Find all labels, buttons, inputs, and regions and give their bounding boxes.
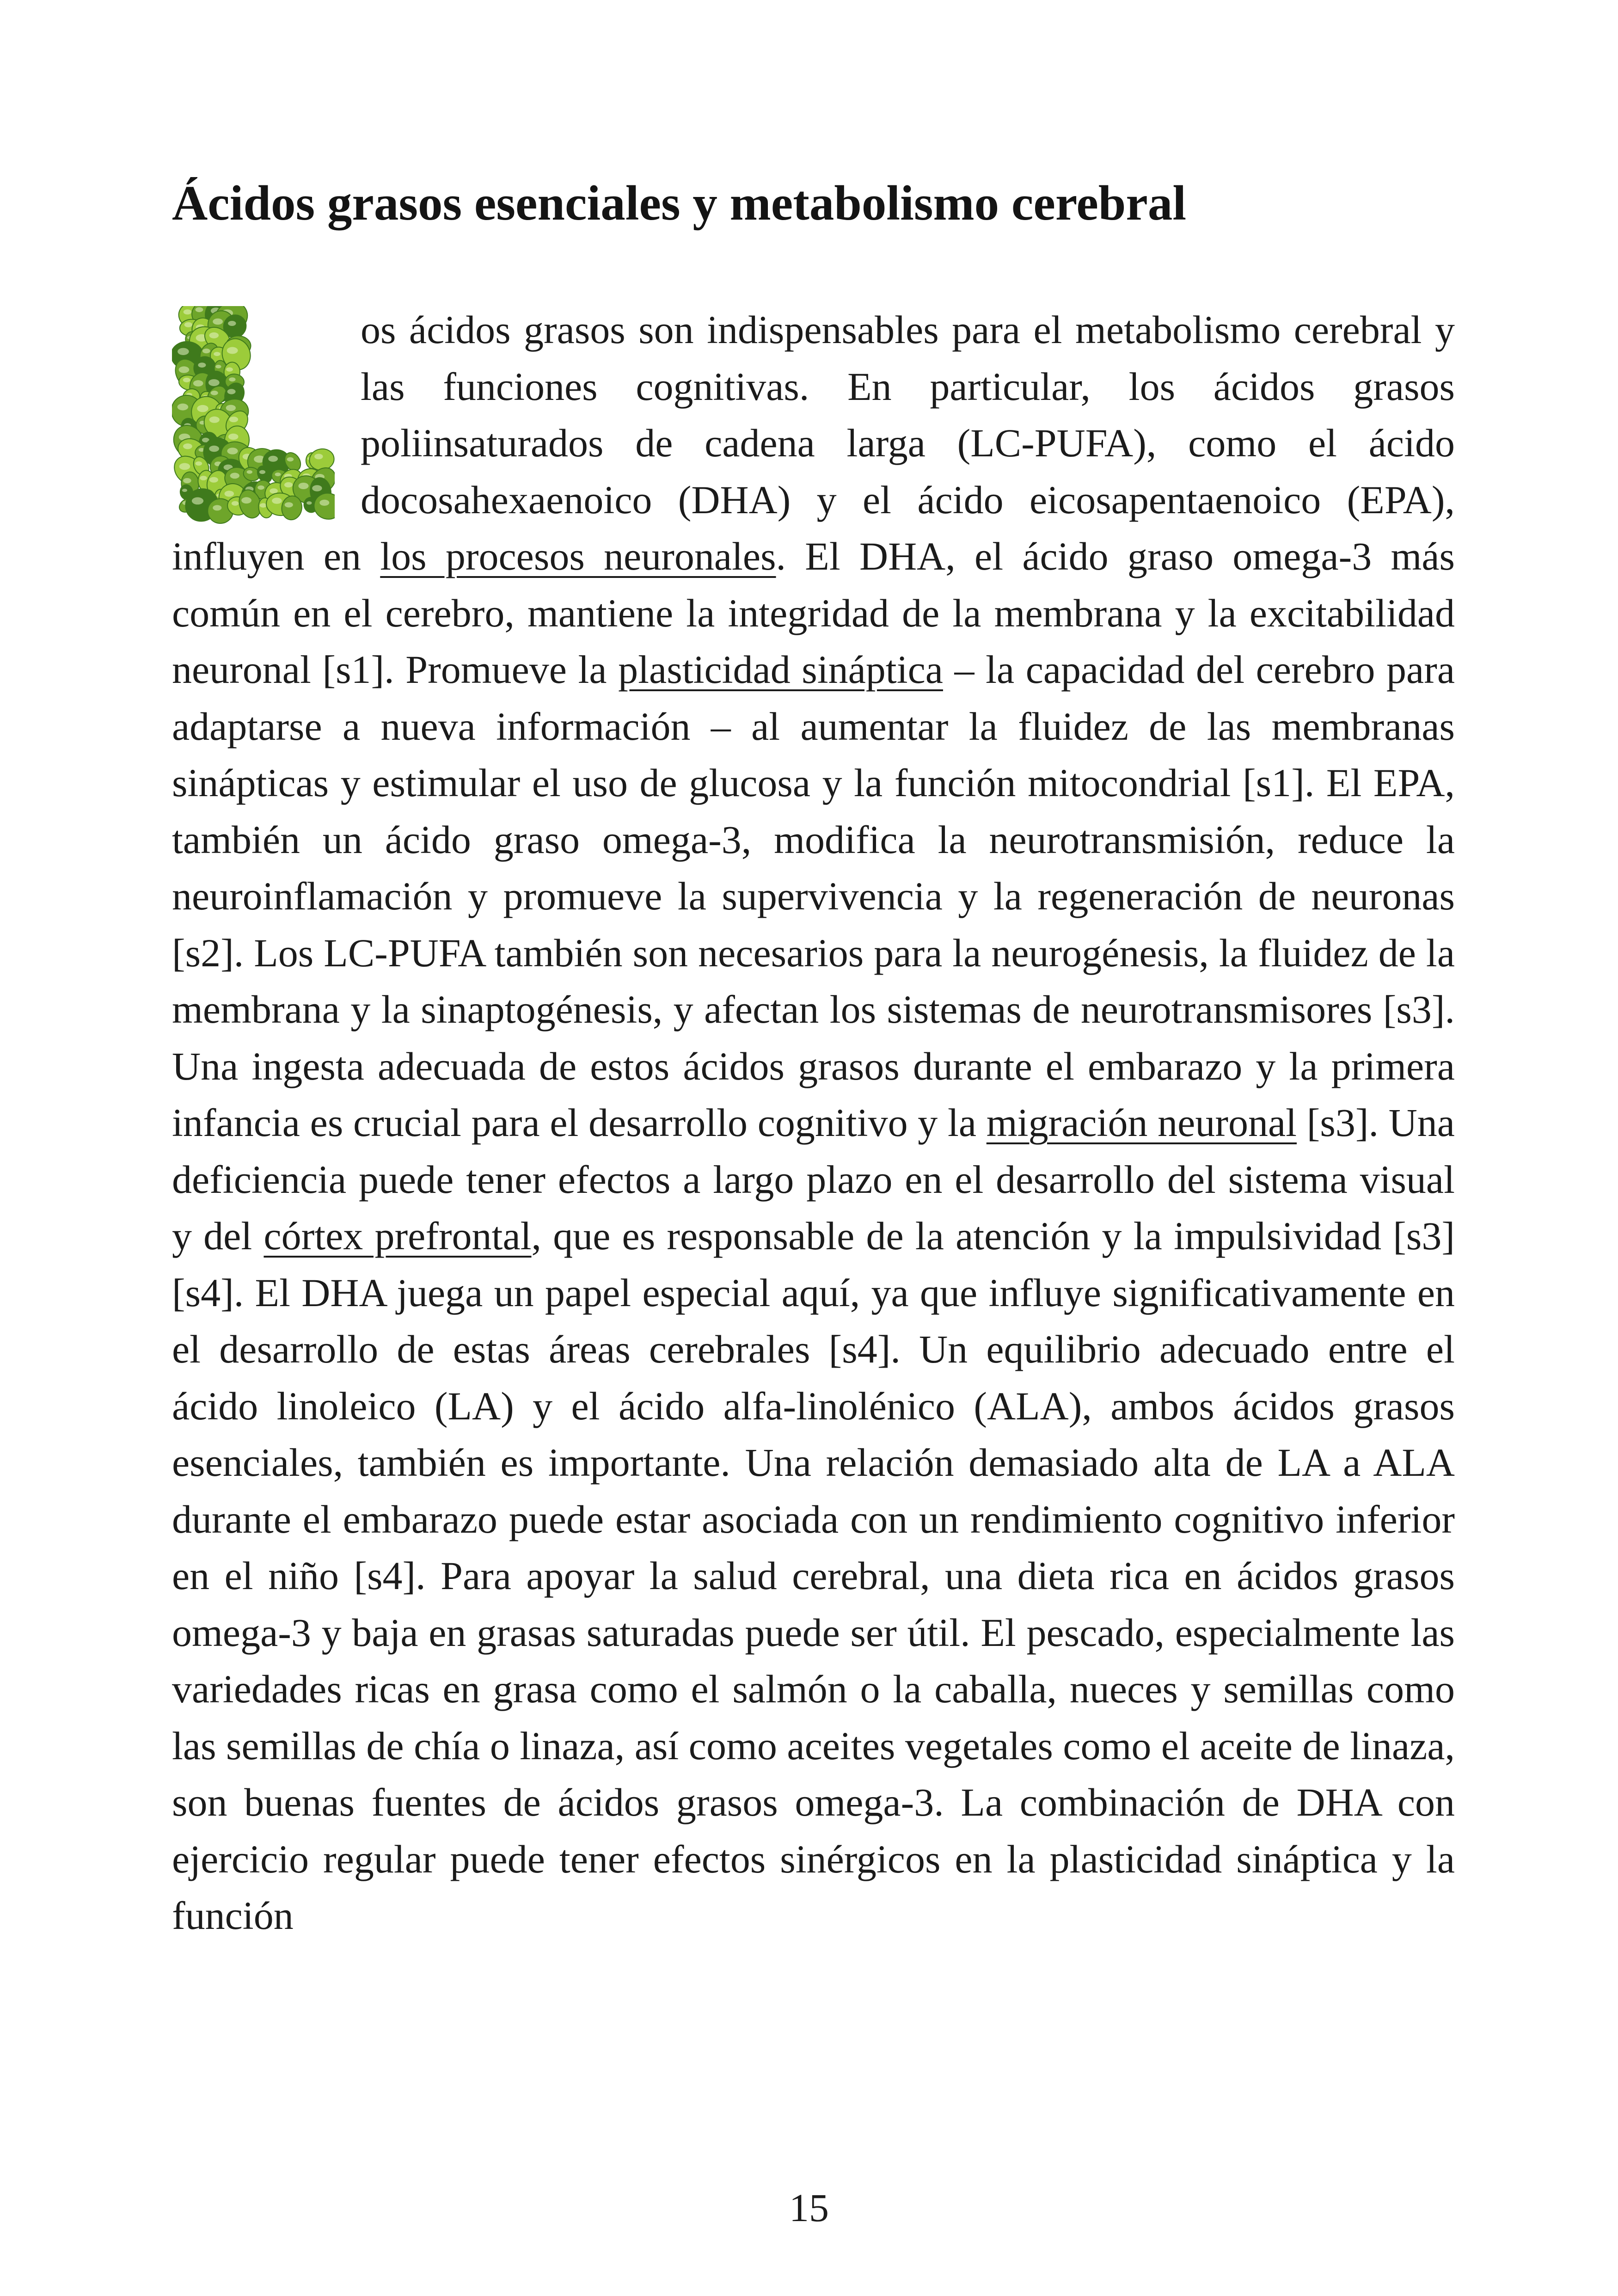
leaf-drop-cap-icon [172,306,335,527]
page-title: Ácidos grasos esenciales y metabolismo cerebral [172,176,1187,231]
body-block [172,301,1455,1944]
page-number: 15 [789,2185,829,2230]
paragraph-text-1: os ácidos grasos son indispensables para el metabolismo cerebral y las funciones cognitivas. En particular, los ácidos grasos poliinsaturados de cadena larga (LC-PUFA), como el ácido docosahexaenoico (DHA) y el ácido eicosapentaenoico (EPA), influyen en [172,307,1455,578]
paragraph-text-2: . El DHA, el ácido graso omega-3 más común en el cerebro, mantiene la integridad de la membrana y la excitabilidad neuronal [s1]. Promueve la [172,534,1455,692]
paragraph-text-3: – la capacidad del cerebro para adaptarse a nueva información – al aumentar la fluidez de las membranas sinápticas y estimular el uso de glucosa y la función mitocondrial [s1]. El EPA, también un ácido graso omega-3, modifica la neurotransmisión, reduce la neuroinflamación y promueve la supervivencia y la regeneración de neuronas [s2]. Los LC-PUFA también son necesarios para la neurogénesis, la fluidez de la membrana y la sinaptogénesis, y afectan los sistemas de neurotransmisores [s3]. Una ingesta adecuada de estos ácidos grasos durante el embarazo y la primera infancia es crucial para el desarrollo cognitivo y la [172,647,1455,1145]
term-migracion-neuronal: migración neuronal [986,1100,1297,1145]
paragraph-text-4: [s3]. Una deficiencia puede tener efectos a largo plazo en el desarrollo del sistema visual y del [172,1100,1455,1258]
term-cortex-prefrontal: córtex prefrontal [264,1214,532,1258]
term-procesos-neuronales: los procesos neuronales [380,534,776,578]
body-paragraph [172,301,1455,1944]
term-plasticidad-sinaptica: plasticidad sináptica [618,647,943,692]
paragraph-text-5: , que es responsable de la atención y la impulsividad [s3] [s4]. El DHA juega un papel especial aquí, ya que influye significativamente en el desarrollo de estas áreas cerebrales [s4]. Un equilibrio adecuado entre el ácido linoleico (LA) y el ácido alfa-linolénico (ALA), ambos ácidos grasos esenciales, también es importante. Una relación demasiado alta de LA a ALA durante el embarazo puede estar asociada con un rendimiento cognitivo inferior en el niño [s4]. Para apoyar la salud cerebral, una dieta rica en ácidos grasos omega-3 y baja en grasas saturadas puede ser útil. El pescado, especialmente las variedades ricas en grasa como el salmón o la caballa, nueces y semillas como las semillas de chía o linaza, así como aceites vegetales como el aceite de linaza, son buenas fuentes de ácidos grasos omega-3. La combinación de DHA con ejercicio regular puede tener efectos sinérgicos en la plasticidad sináptica y la función [172,1214,1455,1938]
